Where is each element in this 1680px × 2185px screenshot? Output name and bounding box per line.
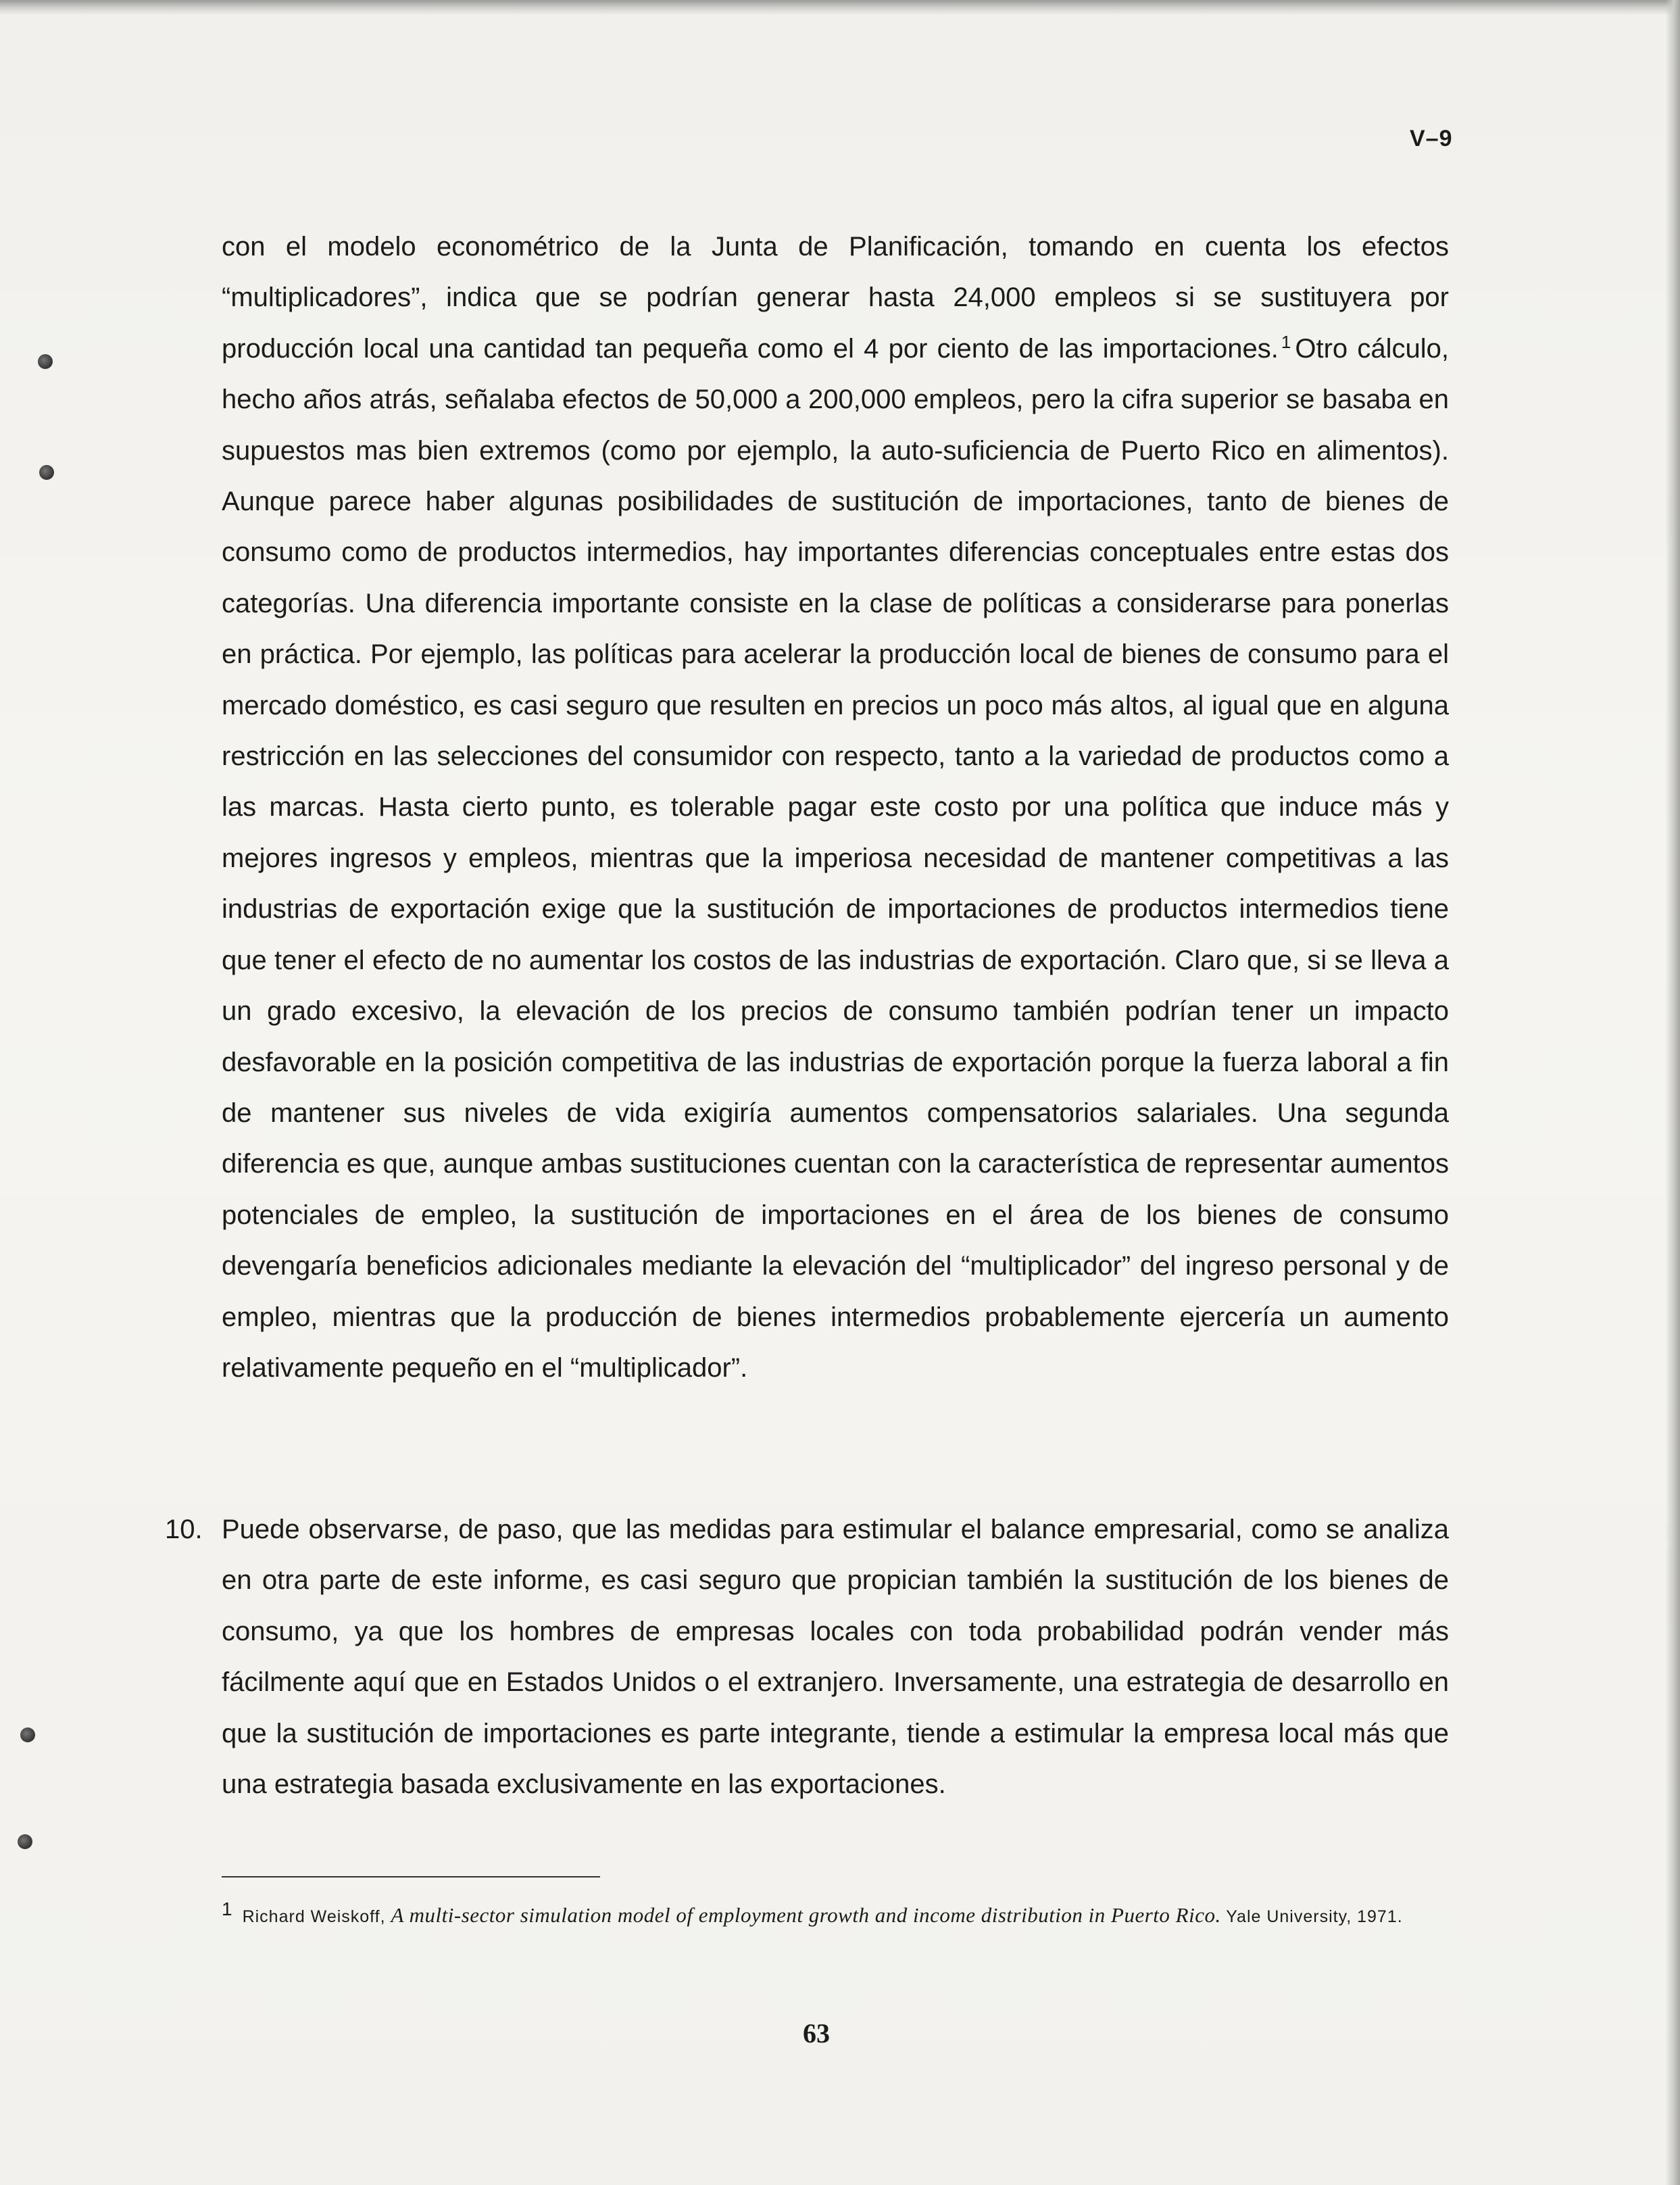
section-page-code: V–9 — [1410, 126, 1453, 151]
footnote-publisher: Yale University, 1971. — [1226, 1907, 1403, 1926]
scan-right-edge — [1665, 0, 1680, 2185]
footnote-title: A multi-sector simulation model of employment growth and income distribution in Puerto Rico. — [391, 1903, 1221, 1927]
binder-hole — [38, 354, 53, 369]
scan-top-edge — [0, 0, 1680, 15]
paragraph-text-part-1: con el modelo econométrico de la Junta de Planificación, tomando en cuenta los efectos “multiplicadores”, indica que se podrían generar hasta 24,000 empleos si se sustituyera por producción local una cantidad tan pequeña como el 4 por ciento de las importaciones. — [222, 232, 1449, 364]
binder-hole — [20, 1727, 35, 1742]
paragraph-10: Puede observarse, de paso, que las medidas para estimular el balance empresarial, como se analiza en otra parte de este informe, es casi seguro que propician también la sustitución de los bienes de consumo, ya que los hombres de empresas locales con toda probabilidad podrán vender más fácilmente aquí que en Estados Unidos o el extranjero. Inversamente, una estrategia de desarrollo en que la sustitución de importaciones es parte integrante, tiende a estimular la empresa local más que una estrategia basada exclusivamente en las exportaciones. — [222, 1515, 1449, 1800]
paragraph-number: 10. — [165, 1515, 203, 1544]
footnote-mark: 1 — [222, 1898, 233, 1919]
footnote-author: Richard Weiskoff, — [242, 1907, 386, 1926]
paragraph-continued — [222, 222, 1449, 1394]
footnote — [182, 1894, 1453, 1932]
binder-hole — [39, 465, 54, 480]
footnote-reference: 1 — [1281, 331, 1291, 352]
page-number: 63 — [803, 2018, 830, 2048]
binder-hole — [18, 1834, 32, 1849]
paragraph-text-part-2: Otro cálculo, hecho años atrás, señalaba efectos de 50,000 a 200,000 empleos, pero la cifra superior se basaba en supuestos mas bien extremos (como por ejemplo, la auto-suficiencia de Puerto Rico en alimentos). Aunque parece haber algunas posibilidades de sustitución de importaciones, tanto de bienes de consumo como de productos intermedios, hay importantes diferencias conceptuales entre estas dos categorías. Una diferencia importante consiste en la clase de políticas a considerarse para ponerlas en práctica. Por ejemplo, las políticas para acelerar la producción local de bienes de consumo para el mercado doméstico, es casi seguro que resulten en precios un poco más altos, al igual que en alguna restricción en las selecciones del consumidor con respecto, tanto a la variedad de productos como a las marcas. Hasta cierto punto, es tolerable pagar este costo por una política que induce más y mejores ingresos y empleos, mientras que la imperiosa necesidad de mantener competitivas a las industrias de exportación exige que la sustitución de importaciones de productos intermedios tiene que tener el efecto de no aumentar los costos de las industrias de exportación. Claro que, si se lleva a un grado excesivo, la elevación de los precios de consumo también podrían tener un impacto desfavorable en la posición competitiva de las industrias de exportación porque la fuerza laboral a fin de mantener sus niveles de vida exigiría aumentos compensatorios salariales. Una segunda diferencia es que, aunque ambas sustituciones cuentan con la característica de representar aumentos potenciales de empleo, la sustitución de importaciones en el área de los bienes de consumo devengaría beneficios adicionales mediante la elevación del “multiplicador” del ingreso personal y de empleo, mientras que la producción de bienes intermedios probablemente ejercería un aumento relativamente pequeño en el “multiplicador”. — [222, 333, 1450, 1383]
footnote-divider — [222, 1876, 600, 1877]
